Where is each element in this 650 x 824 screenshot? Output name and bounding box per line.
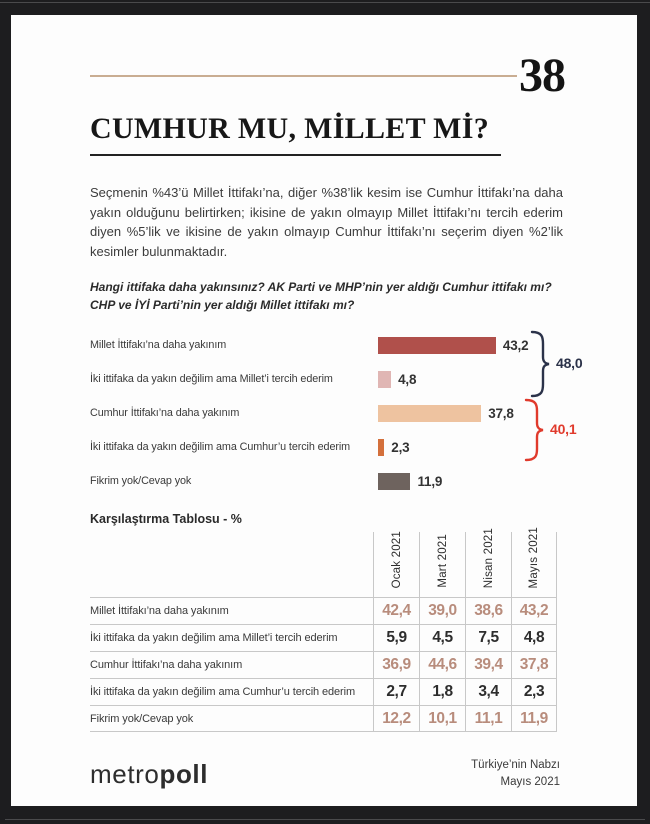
table-column-header [419,532,465,597]
cumhur-group-bracket [524,398,546,462]
table-cell-value: 36,9 [373,651,419,678]
table-cell-value: 39,4 [465,651,511,678]
table-cell-value: 38,6 [465,597,511,624]
page-header [90,51,565,101]
table-cell-value: 2,7 [373,678,419,705]
report-page [11,15,637,806]
table-column-header-label: Mart 2021 [436,534,449,588]
table-column-header [511,526,557,597]
footer-publication-info [471,757,560,790]
chart-bar-value: 11,9 [417,473,443,489]
table-cell-value: 7,5 [465,624,511,651]
chart-bar [378,405,481,422]
metropoll-logo [90,759,208,789]
table-cell-value: 5,9 [373,624,419,651]
table-cell-value: 43,2 [511,597,557,624]
header-rule [90,75,517,77]
table-cell-value: 42,4 [373,597,419,624]
page-title-wrap [90,112,501,156]
survey-question: Hangi ittifaka daha yakınsınız? AK Parti ve MHP’nin yer aldığı Cumhur ittifakı mı? CHP ve İYİ Parti’nin yer aldığı Millet ittifakı mı? [90,280,552,312]
table-cell-value: 11,9 [511,705,557,732]
chart-row [90,472,635,490]
chart-bar-label: İki ittifaka da yakın değilim ama Millet’i tercih ederim [90,373,333,385]
chart-row [90,404,635,422]
table-cell-value: 37,8 [511,651,557,678]
table-row-label: İki ittifaka da yakın değilim ama Millet’i tercih ederim [90,624,373,651]
table-column-header-label: Ocak 2021 [390,530,403,588]
chart-bar-label: Cumhur İttifakı’na daha yakınım [90,407,240,419]
chart-bar-label: Millet İttifakı’na daha yakınım [90,339,227,351]
chart-bar [378,473,410,490]
table-cell-value: 11,1 [465,705,511,732]
table-cell-value: 12,2 [373,705,419,732]
chart-bar-label: Fikrim yok/Cevap yok [90,475,192,487]
table-header-empty [90,532,373,597]
table-row-label: Cumhur İttifakı’na daha yakınım [90,651,373,678]
comparison-table-title: Karşılaştırma Tablosu - % [90,512,242,526]
table-cell-value: 4,8 [511,624,557,651]
chart-bar-value: 43,2 [502,337,529,353]
table-cell-value: 1,8 [419,678,465,705]
table-column-header-label: Nisan 2021 [482,527,495,588]
logo-poll: poll [159,759,209,789]
chart-bar-label: İki ittifaka da yakın değilim ama Cumhur’u tercih ederim [90,441,351,453]
table-cell-value: 44,6 [419,651,465,678]
table-cell-value: 2,3 [511,678,557,705]
table-column-header-label: Mayıs 2021 [528,526,540,588]
table-row-label: Millet İttifakı’na daha yakınım [90,597,373,624]
table-column-header [465,527,511,597]
table-row-label: İki ittifaka da yakın değilim ama Cumhur’u tercih ederim [90,678,373,705]
table-row-label: Fikrim yok/Cevap yok [90,705,373,732]
viewer-bottom-divider [5,819,645,820]
intro-paragraph: Seçmenin %43’ü Millet İttifakı’na, diğer %38’lik kesim ise Cumhur İttifakı’na daha yakın olduğunu belirtirken; ikisine de yakın olmayıp Millet İttifakı’nı tercih ederim diyen %5’lik ve ikisine de yakın olmayıp Cumhur İttifakı’nı seçerim diyen %2’lik kesimler bulunmaktadır. [90,185,563,259]
table-column-header [373,532,419,597]
comparison-table [90,526,557,732]
alliance-bar-chart [90,330,635,500]
table-cell-value: 3,4 [465,678,511,705]
chart-bar-value: 37,8 [488,405,514,421]
publication-date: Mayıs 2021 [500,775,560,788]
chart-bar [378,371,391,388]
millet-group-total: 48,0 [556,355,583,371]
chart-row [90,336,635,354]
chart-bar [378,337,496,354]
publication-name: Türkiye’nin Nabzı [471,759,560,771]
table-cell-value: 39,0 [419,597,465,624]
millet-group-bracket [530,330,552,398]
logo-metro: metro [90,759,160,789]
cumhur-group-total: 40,1 [550,421,577,437]
chart-bar-value: 2,3 [391,439,410,455]
chart-row [90,370,635,388]
chart-row [90,438,635,456]
page-title: CUMHUR MU, MİLLET Mİ? [90,112,501,156]
chart-bar-value: 4,8 [398,371,417,387]
table-cell-value: 4,5 [419,624,465,651]
table-cell-value: 10,1 [419,705,465,732]
page-number: 38 [519,49,565,102]
chart-bar [378,439,384,456]
viewer-top-divider [0,2,650,3]
